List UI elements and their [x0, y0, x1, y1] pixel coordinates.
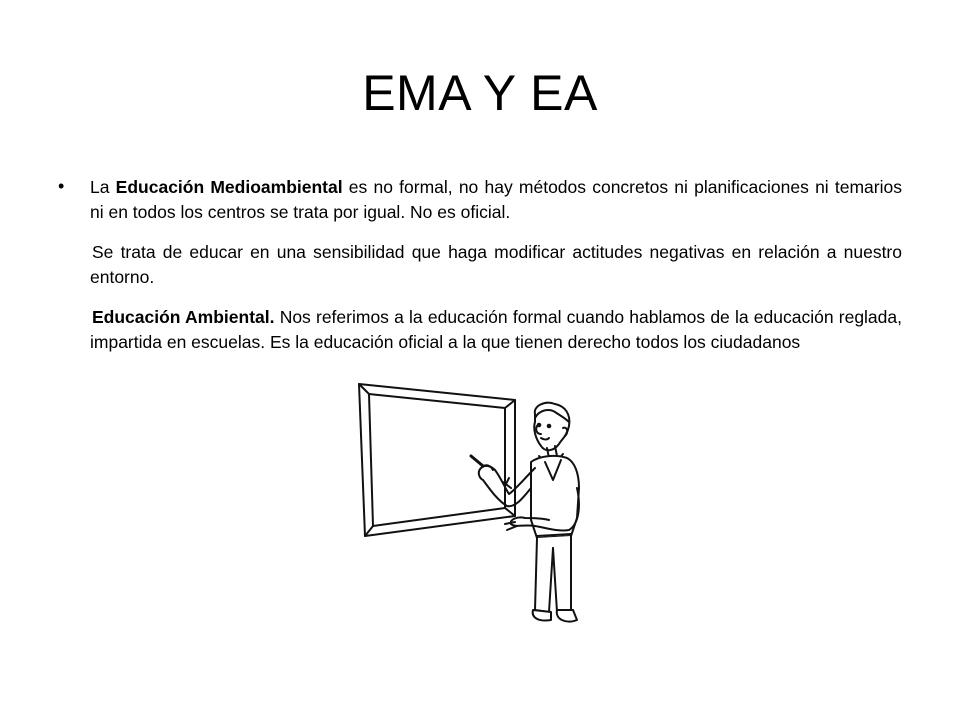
- para2-text: Se trata de educar en una sensibilidad que haga modificar actitudes negativas en relación a nuestro entorno.: [90, 242, 902, 287]
- paragraph-sensibilidad: [90, 240, 902, 290]
- para3-bold-term: Educación Ambiental.: [92, 307, 275, 327]
- paragraph-educacion-ambiental: [90, 305, 902, 355]
- slide-title: EMA Y EA: [362, 65, 598, 121]
- bullet-icon: •: [58, 176, 65, 196]
- paragraph-educacion-medioambiental: [58, 175, 902, 225]
- blackboard-shape: [359, 384, 515, 536]
- para1-text: es no formal, no hay métodos concretos ni planificaciones ni temarios ni en todos los centros se trata por igual. No es oficial.: [90, 177, 902, 222]
- teacher-at-blackboard-illustration: [355, 378, 595, 646]
- para3-text: Nos referimos a la educación formal cuando hablamos de la educación reglada, impartida en escuelas. Es la educación oficial a la que tienen derecho todos los ciudadanos: [90, 307, 902, 352]
- para1-prefix: La: [90, 177, 116, 197]
- para1-bold-term: Educación Medioambiental: [115, 177, 343, 197]
- slide-body: [58, 175, 902, 370]
